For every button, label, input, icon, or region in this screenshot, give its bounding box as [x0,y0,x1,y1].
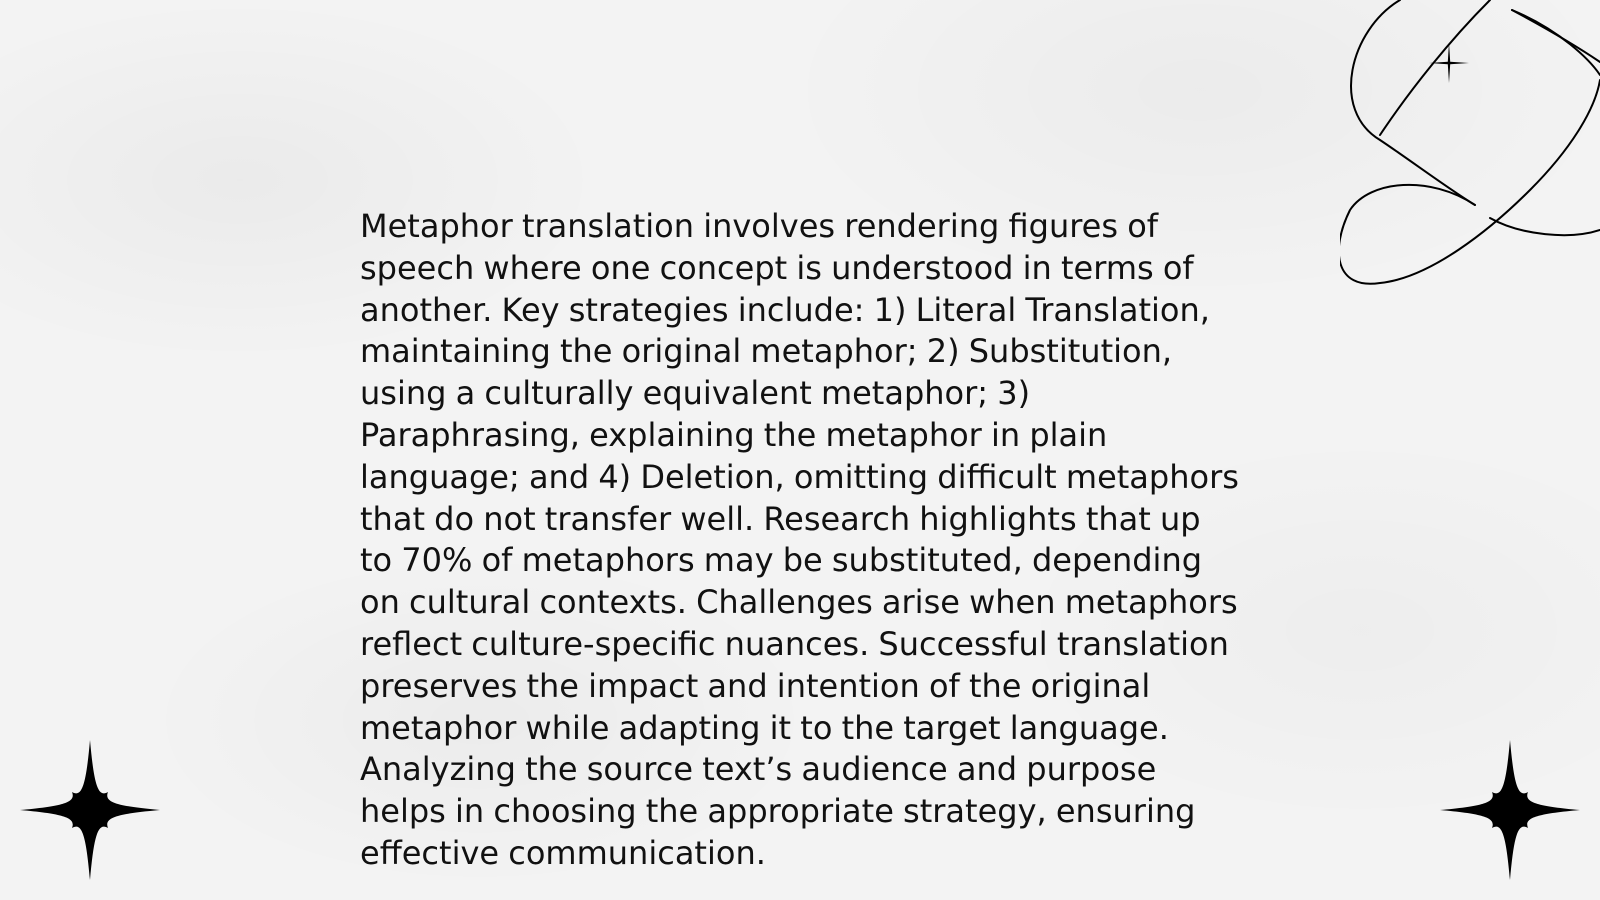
sparkle-star-icon [1440,740,1580,884]
slide-body-paragraph: Metaphor translation involves rendering figures of speech where one concept is understood in terms of another. Key strategies include: 1) Literal Translation, maintaining the original metaphor; 2) Substitution, using a culturally equivalent metaphor; 3) Paraphrasing, explaining the metaphor in plain language; and 4) Deletion, omitting difficult metaphors that do not transfer well. Research highlights that up to 70% of metaphors may be substituted, depending on cultural contexts. Challenges arise when metaphors reflect culture-specific nuances. Successful translation preserves the impact and intention of the original metaphor while adapting it to the target language. Analyzing the source text’s audience and purpose helps in choosing the appropriate strategy, ensuring effective communication. [360,207,1239,872]
sparkle-star-icon [20,740,160,884]
orbit-lines-icon [1340,0,1600,304]
sparkle-cross-icon [1428,42,1470,88]
